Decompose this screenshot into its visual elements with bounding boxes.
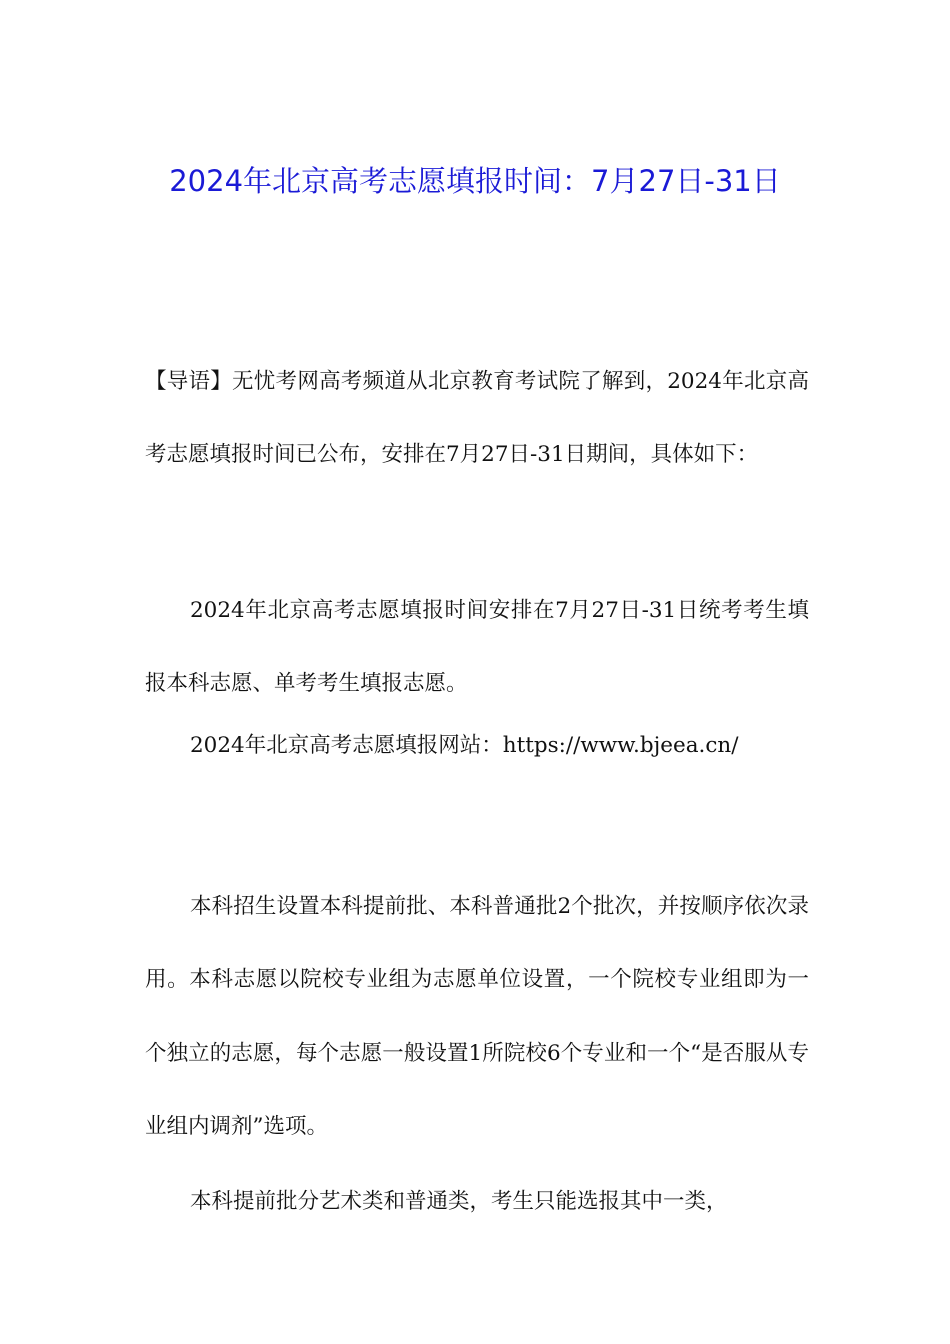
intro-paragraph: 【导语】无忧考网高考频道从北京教育考试院了解到，2024年北京高考志愿填报时间已公布，安排在7月27日-31日期间，具体如下： bbox=[145, 368, 809, 467]
batch-paragraph: 本科招生设置本科提前批、本科普通批2个批次，并按顺序依次录用。本科志愿以院校专业组为志愿单位设置，一个院校专业组即为一个独立的志愿，每个志愿一般设置1所院校6个专业和一个“是否服从专业组内调剂”选项。 bbox=[145, 893, 809, 1139]
early-batch-paragraph: 本科提前批分艺术类和普通类，考生只能选报其中一类， bbox=[190, 1188, 728, 1214]
schedule-paragraph: 2024年北京高考志愿填报时间安排在7月27日-31日统考考生填报本科志愿、单考考生填报志愿。 bbox=[145, 597, 809, 696]
website-paragraph: 2024年北京高考志愿填报网站：https://www.bjeea.cn/ bbox=[190, 732, 739, 758]
document-title: 2024年北京高考志愿填报时间：7月27日-31日 bbox=[169, 164, 781, 199]
